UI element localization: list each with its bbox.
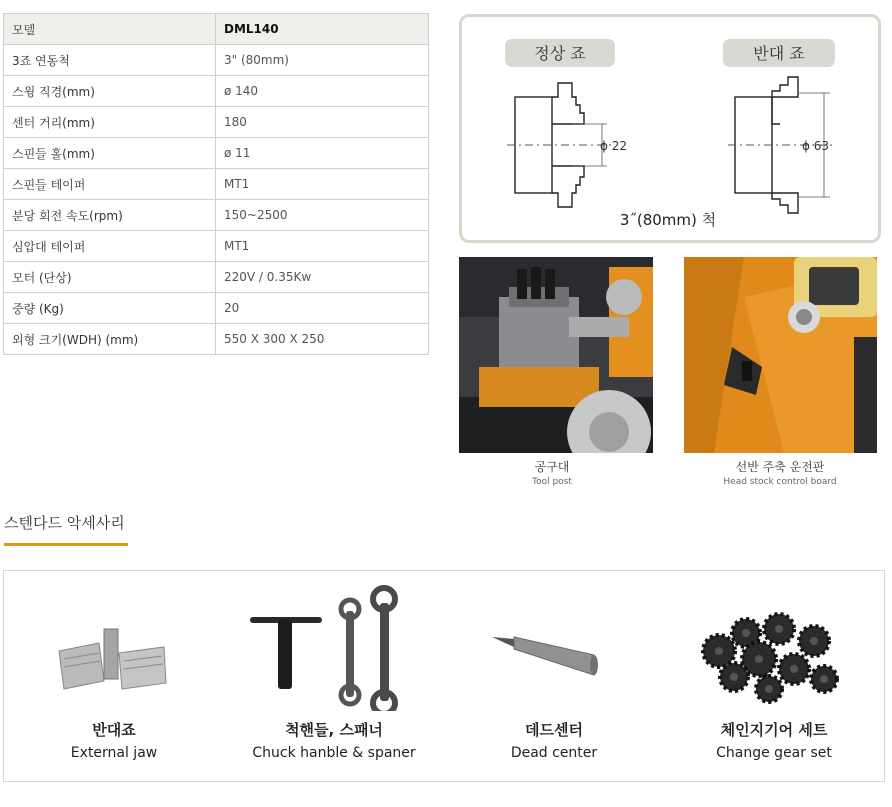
spec-value: 180 bbox=[216, 107, 429, 138]
headstock-control-caption bbox=[680, 458, 880, 487]
chuck-handle-icon bbox=[224, 581, 444, 711]
spec-value: ø 140 bbox=[216, 76, 429, 107]
table-row bbox=[4, 14, 429, 45]
headstock-control-label-en: Head stock control board bbox=[723, 477, 837, 487]
table-row bbox=[4, 262, 429, 293]
tool-post-photo bbox=[459, 257, 653, 453]
change-gear-label-en: Change gear set bbox=[716, 745, 832, 761]
external-jaw-label-en: External jaw bbox=[70, 745, 158, 761]
dead-center-icon bbox=[444, 581, 664, 711]
spec-label: 스핀들 홀(mm) bbox=[4, 138, 216, 169]
accessories-panel bbox=[3, 570, 885, 782]
spec-label: 중량 (Kg) bbox=[4, 293, 216, 324]
table-row bbox=[4, 76, 429, 107]
table-row bbox=[4, 45, 429, 76]
spec-value: 220V / 0.35Kw bbox=[216, 262, 429, 293]
spec-table bbox=[3, 13, 429, 355]
tool-post-caption bbox=[452, 458, 652, 487]
spec-value: 3" (80mm) bbox=[216, 45, 429, 76]
headstock-control-photo bbox=[684, 257, 877, 453]
reverse-jaw-label: 반대 죠 bbox=[753, 44, 805, 63]
spec-value: DML140 bbox=[216, 14, 429, 45]
tool-post-label-en: Tool post bbox=[532, 477, 572, 487]
reverse-jaw-dimension: ϕ 63 bbox=[802, 139, 829, 153]
accessory-chuck-handle bbox=[224, 571, 444, 781]
section-underline bbox=[4, 543, 128, 546]
normal-jaw-dimension: ϕ 22 bbox=[600, 139, 627, 153]
spec-label: 스핀들 테이퍼 bbox=[4, 169, 216, 200]
jaw-drawing bbox=[462, 17, 878, 240]
spec-value: 550 X 300 X 250 bbox=[216, 324, 429, 355]
section-title: 스텐다드 악세사리 bbox=[4, 514, 125, 532]
spec-value: 150~2500 bbox=[216, 200, 429, 231]
spec-value: MT1 bbox=[216, 231, 429, 262]
table-row bbox=[4, 200, 429, 231]
spec-value: 20 bbox=[216, 293, 429, 324]
chuck-jaw-diagram bbox=[459, 14, 881, 243]
change-gear-icon bbox=[664, 581, 884, 711]
spec-label: 모터 (단상) bbox=[4, 262, 216, 293]
accessory-external-jaw bbox=[4, 571, 224, 781]
spec-label: 심압대 테이퍼 bbox=[4, 231, 216, 262]
spec-value: ø 11 bbox=[216, 138, 429, 169]
spec-label: 센터 거리(mm) bbox=[4, 107, 216, 138]
spec-label: 3죠 연동척 bbox=[4, 45, 216, 76]
chuck-handle-label: 척핸들, 스패너 bbox=[285, 721, 383, 739]
table-row bbox=[4, 231, 429, 262]
spec-value: MT1 bbox=[216, 169, 429, 200]
table-row bbox=[4, 324, 429, 355]
external-jaw-label: 반대죠 bbox=[92, 721, 136, 739]
table-row bbox=[4, 293, 429, 324]
spec-label: 모델 bbox=[4, 14, 216, 45]
diagram-caption: 3˝(80mm) 척 bbox=[619, 211, 717, 229]
headstock-control-label: 선반 주축 운전판 bbox=[735, 460, 825, 474]
spec-label: 외형 크기(WDH) (mm) bbox=[4, 324, 216, 355]
tool-post-label: 공구대 bbox=[534, 460, 570, 474]
table-row bbox=[4, 107, 429, 138]
spec-label: 분당 회전 속도(rpm) bbox=[4, 200, 216, 231]
normal-jaw-label: 정상 죠 bbox=[534, 44, 586, 63]
spec-label: 스윙 직경(mm) bbox=[4, 76, 216, 107]
table-row bbox=[4, 138, 429, 169]
chuck-handle-label-en: Chuck hanble & spaner bbox=[252, 745, 416, 761]
dead-center-label: 데드센터 bbox=[525, 721, 583, 739]
external-jaw-icon bbox=[4, 581, 224, 711]
table-row bbox=[4, 169, 429, 200]
dead-center-label-en: Dead center bbox=[510, 745, 598, 761]
accessory-change-gear bbox=[664, 571, 884, 781]
accessory-dead-center bbox=[444, 571, 664, 781]
change-gear-label: 체인지기어 세트 bbox=[720, 721, 828, 739]
